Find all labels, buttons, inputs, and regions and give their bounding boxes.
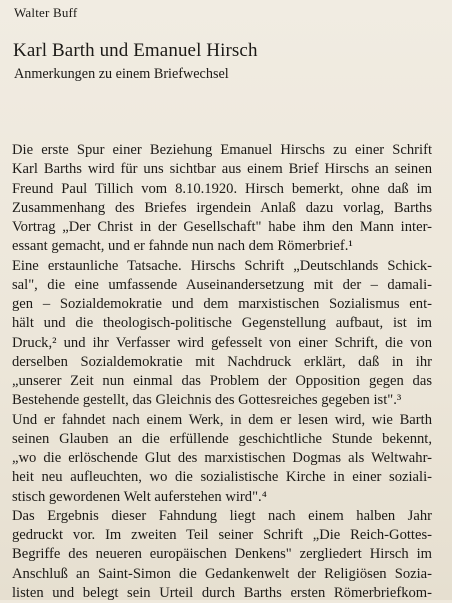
text-line-content: Das Ergebnis dieser Fahndung liegt nach einem halben Jahr — [12, 507, 432, 524]
article-subtitle: Anmerkungen zu einem Briefwechsel — [14, 66, 229, 82]
text-line — [12, 507, 432, 526]
text-line — [12, 199, 432, 218]
text-line-content: essant gemacht, und er fahnde nun nach dem Römerbrief.¹ — [12, 238, 353, 255]
text-line-content: listen und belegt sein Urteil durch Barths ersten Römerbriefkom- — [12, 584, 432, 601]
text-line — [12, 372, 432, 391]
text-line — [12, 334, 432, 353]
text-line-content: hält und die theologisch-politische Gegenstellung aufbaut, ist im — [12, 315, 432, 332]
text-line-content: Begriffe des neueren europäischen Denkens" zergliedert Hirsch im — [12, 546, 432, 563]
text-line-content: „unserer Zeit nun einmal das Problem der Opposition gegen das — [12, 373, 432, 389]
text-line — [12, 218, 432, 237]
text-line — [12, 430, 432, 449]
text-line — [12, 237, 432, 256]
text-line — [12, 449, 432, 468]
text-line — [12, 468, 432, 487]
text-line-content: gedruckt vor. Im zweiten Teil seiner Schrift „Die Reich-Gottes- — [12, 527, 432, 543]
text-line-content: Druck,² und ihr Verfasser wird gefesselt von einer Schrift, die von — [12, 334, 432, 351]
article-title: Karl Barth und Emanuel Hirsch — [13, 40, 258, 61]
text-line-content: „wo die erlöschende Glut des marxistischen Dogmas als Weltwahr- — [12, 450, 432, 466]
text-line — [12, 141, 432, 160]
text-line — [12, 353, 432, 372]
text-line-content: derselben Sozialdemokratie mit Nachdruck erklärt, daß in ihr — [12, 353, 432, 370]
text-line — [12, 526, 432, 545]
text-line — [12, 584, 432, 603]
text-line — [12, 314, 432, 333]
text-line — [12, 488, 432, 507]
body-text — [12, 141, 432, 603]
text-line-content: Zusammenhang des Briefes irgendein Anlaß dazu vorlag, Barths — [12, 199, 432, 216]
text-line — [12, 565, 432, 584]
author-name: Walter Buff — [14, 5, 78, 20]
text-line — [12, 180, 432, 199]
text-line-content: Eine erstaunliche Tatsache. Hirschs Schrift „Deutschlands Schick- — [12, 257, 432, 274]
text-line-content: sal", die eine umfassende Auseinandersetzung mit der – damali- — [12, 276, 432, 293]
text-line-content: Anschluß an Saint-Simon die Gedankenwelt der Religiösen Sozia- — [12, 565, 432, 582]
text-line-content: Vortrag „Der Christ in der Gesellschaft" habe ihm den Mann inter- — [12, 219, 432, 235]
text-line — [12, 257, 432, 276]
text-line-content: heit neu aufleuchten, wo die sozialistische Kirche in einer soziali- — [12, 469, 432, 486]
text-line-content: Und er fahndet nach einem Werk, in dem er lesen wird, wie Barth — [12, 411, 432, 428]
text-line-content: Freund Paul Tillich vom 8.10.1920. Hirsch bemerkt, ohne daß im — [12, 180, 432, 197]
text-line — [12, 160, 432, 179]
text-line — [12, 276, 432, 295]
text-line — [12, 391, 432, 410]
text-line-content: Karl Barths wird für uns sichtbar aus einem Brief Hirschs an seinen — [12, 161, 432, 178]
text-line — [12, 411, 432, 430]
text-line-content: Die erste Spur einer Beziehung Emanuel Hirschs zu einer Schrift — [12, 142, 432, 158]
text-line-content: stisch gewordenen Welt auferstehen wird".⁴ — [12, 488, 267, 505]
text-line — [12, 545, 432, 564]
text-line-content: gen – Sozialdemokratie und dem marxistischen Sozialismus ent- — [12, 296, 432, 312]
text-line-content: Bestehende gestellt, das Gleichnis des Gottesreiches gegeben ist".³ — [12, 392, 402, 409]
text-line-content: seinen Glauben an die erfüllende geschichtliche Stunde bekennt, — [12, 430, 432, 447]
text-line — [12, 295, 432, 314]
